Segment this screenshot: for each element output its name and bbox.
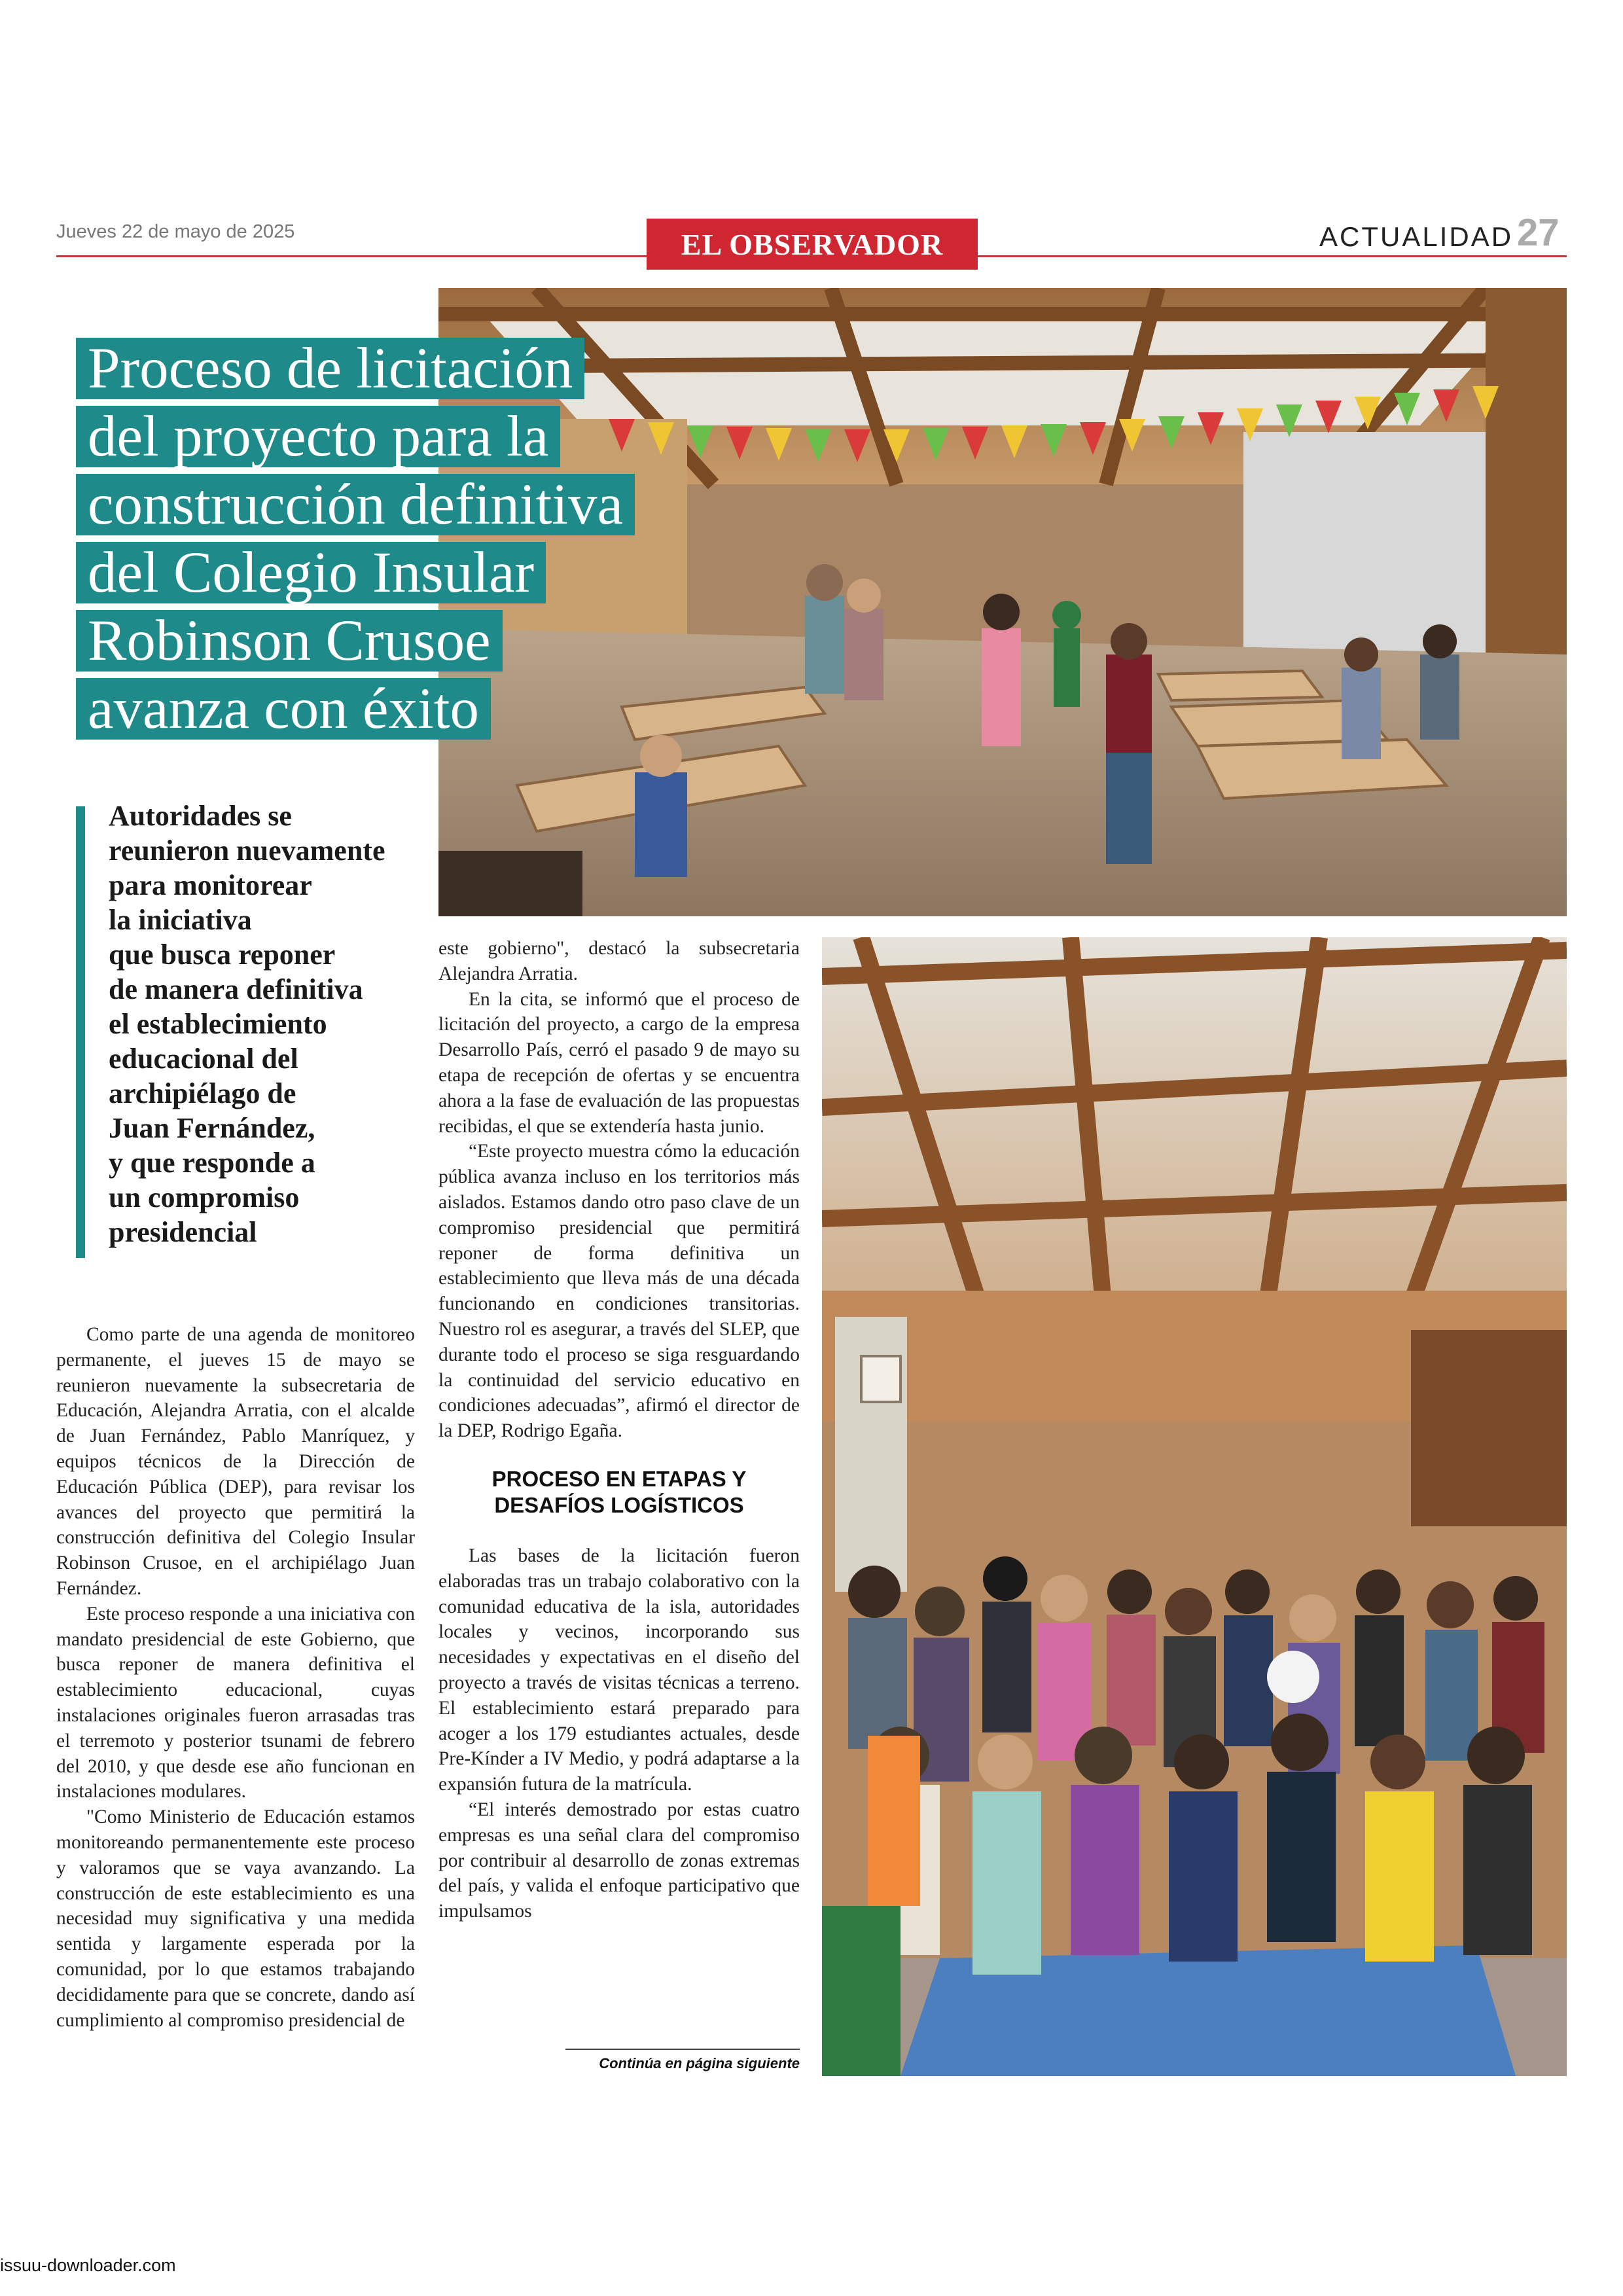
section-name: ACTUALIDAD [1319, 221, 1514, 252]
subhead-line: reunieron nuevamente [109, 834, 385, 867]
article-column-2 [438, 936, 800, 1924]
subhead-line: Autoridades se [109, 800, 292, 832]
body-paragraph: "Como Ministerio de Educación estamos monitoreando permanentemente este proceso y valoramos que se vaya avanzando. La construcción de este establecimiento es una necesidad muy significativa y una medida sentida y largamente esperada por la comunidad, por lo que estamos trabajando decididamente para que se concrete, dando así cumplimiento al compromiso presidencial de [56, 1806, 415, 2031]
section-subtitle-line: DESAFÍOS LOGÍSTICOS [494, 1492, 744, 1517]
body-paragraph: este gobierno", destacó la subsecretaria Alejandra Arratia. [438, 938, 800, 984]
headline [76, 338, 635, 746]
subhead-accent-bar [76, 806, 85, 1258]
page-number: 27 [1517, 211, 1560, 254]
subhead-line: archipiélago de [109, 1077, 296, 1109]
subhead-line: educacional del [109, 1043, 298, 1075]
newspaper-brand: EL OBSERVADOR [647, 219, 978, 270]
body-paragraph: En la cita, se informó que el proceso de licitación del proyecto, a cargo de la empresa Desarrollo País, cerró el pasado 9 de mayo su etapa de recepción de ofertas y se encuentra ahora a la fase de evaluación de las propuestas recibidas, el que se extendería hasta junio. [438, 988, 800, 1137]
subhead-line: un compromiso [109, 1181, 300, 1213]
subhead [109, 798, 436, 1249]
subhead-line: y que responde a [109, 1147, 315, 1179]
section-subtitle [438, 1466, 800, 1518]
headline-line: construcción definitiva [76, 474, 635, 535]
students-gathering-photo [822, 937, 1567, 2076]
source-footer: issuu-downloader.com [0, 2255, 176, 2275]
headline-line: del proyecto para la [76, 406, 560, 467]
body-paragraph: “Este proyecto muestra cómo la educación pública avanza incluso en los territorios más aislados. Estamos dando otro paso clave de un compromiso presidencial que permitirá reponer de forma definitiva un establecimiento que lleva más de una década funcionando en condiciones transitorias. Nuestro rol es asegurar, a través del SLEP, que durante todo el proceso se siga resguardando la continuidad del servicio educativo en condiciones adecuadas”, afirmó el director de la DEP, Rodrigo Egaña. [438, 1141, 800, 1442]
headline-line: Robinson Crusoe [76, 610, 503, 672]
subhead-line: de manera definitiva [109, 973, 363, 1005]
body-paragraph: Las bases de la licitación fueron elaboradas tras un trabajo colaborativo con la comunidad educativa de la isla, autoridades locales y vecinos, incorporando sus necesidades y expectativas en el diseño del proyecto a través de visitas técnicas a terreno. El establecimiento estará preparado para acoger a los 179 estudiantes actuales, desde Pre-Kínder a IV Medio, y podrá adaptarse a la expansión futura de la matrícula. [438, 1545, 800, 1795]
subhead-line: el establecimiento [109, 1008, 327, 1040]
article-column-1 [56, 1322, 415, 2033]
subhead-line: que busca reponer [109, 939, 336, 971]
issue-date: Jueves 22 de mayo de 2025 [56, 221, 295, 242]
headline-line: Proceso de licitación [76, 338, 584, 399]
subhead-line: la iniciativa [109, 904, 252, 936]
subhead-line: para monitorear [109, 869, 312, 901]
body-paragraph: “El interés demostrado por estas cuatro empresas es una señal clara del compromiso por contribuir al desarrollo de zonas extremas del país, y valida el enfoque participativo que impulsamos [438, 1799, 800, 1922]
section-subtitle-line: PROCESO EN ETAPAS Y [491, 1466, 747, 1491]
subhead-line: Juan Fernández, [109, 1112, 315, 1144]
subhead-line: presidencial [109, 1216, 257, 1248]
body-paragraph: Como parte de una agenda de monitoreo permanente, el jueves 15 de mayo se reunieron nuevamente la subsecretaria de Educación, Alejandra Arratia, con el alcalde de Juan Fernández, Pablo Manríquez, y equipos técnicos de la Dirección de Educación Pública (DEP), para revisar los avances del proyecto que permitirá la construcción definitiva del Colegio Insular Robinson Crusoe, en el archipiélago Juan Fernández. [56, 1324, 415, 1599]
continued-rule [565, 2049, 800, 2050]
body-paragraph: Este proceso responde a una iniciativa con mandato presidencial de este Gobierno, que busca reponer de manera definitiva el establecimiento educacional, cuyas instalaciones originales fueron arrasadas tras el terremoto y posterior tsunami de febrero del 2010, y que desde ese año funcionan en instalaciones modulares. [56, 1603, 415, 1803]
headline-line: avanza con éxito [76, 678, 491, 740]
headline-line: del Colegio Insular [76, 542, 546, 603]
continued-note: Continúa en página siguiente [599, 2055, 800, 2072]
